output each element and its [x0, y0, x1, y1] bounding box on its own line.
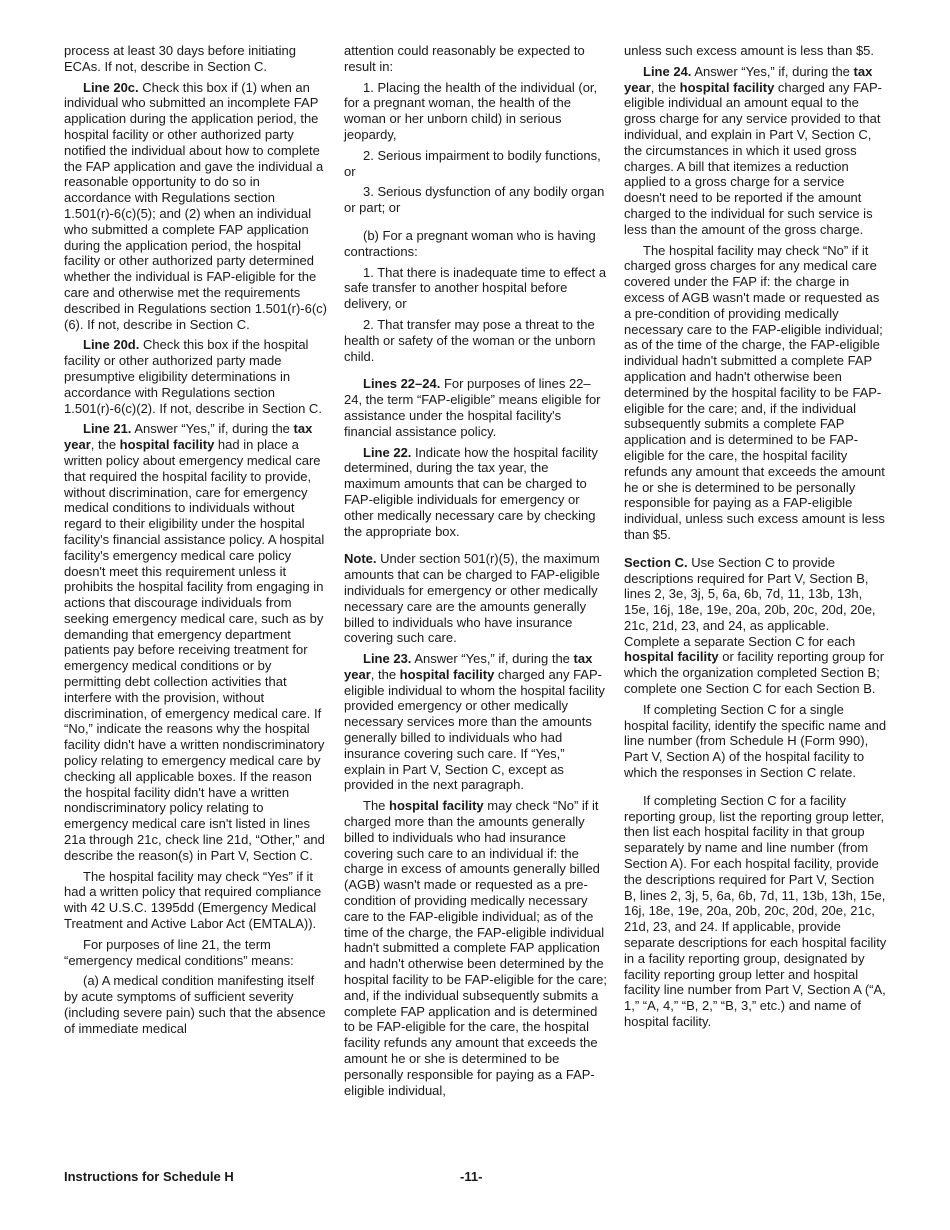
list-item: 2. Serious impairment to bodily functions, or	[344, 147, 601, 179]
line-22-paragraph: Line 22. Indicate how the hospital facility determined, during the tax year, the maximum amounts that can be charged to FAP-eligible individuals for emergency or other medically necessary care by checking the appropriate box.	[344, 444, 598, 539]
list-item: 2. That transfer may pose a threat to the health or safety of the woman or the unborn child.	[344, 316, 596, 364]
paragraph: (b) For a pregnant woman who is having contractions:	[344, 227, 596, 259]
page-number: -11-	[460, 1169, 483, 1184]
line-20c-paragraph: Line 20c. Check this box if (1) when an individual who submitted an incomplete FAP application during the application period, the hospital facility or other authorized party notified the individual about how to complete the FAP application and gave the individual a reasonable opportunity to do so in accordance with Regulations section 1.501(r)-6(c)(5); and (2) when an individual who submitted a complete FAP application during the application period, the hospital facility or other authorized party determined whether the individual is FAP-eligible for the care and otherwise met the requirements described in Regulations section 1.501(r)-6(c)(6). If not, describe in Section C.	[64, 79, 328, 332]
paragraph: process at least 30 days before initiating ECAs. If not, describe in Section C.	[64, 43, 296, 74]
list-item: 1. Placing the health of the individual (or, for a pregnant woman, the health of the woman or her unborn child) in serious jeopardy,	[344, 79, 598, 142]
paragraph: attention could reasonably be expected to result in:	[344, 43, 585, 74]
paragraph: If completing Section C for a single hospital facility, identify the specific name and line number (from Schedule H (Form 990), Part V, Section A) of the hospital facility to which the responses in Section C relate.	[624, 701, 887, 781]
line-20d-paragraph: Line 20d. Check this box if the hospital facility or other authorized party made presumptive eligibility determinations in accordance with Regulations section 1.501(r)-6(c)(2). If not, describe in Section C.	[64, 337, 322, 416]
paragraph: If completing Section C for a facility reporting group, list the reporting group letter, then list each hospital facility in that group separately by name and line number (from Section A). For each hospital facility, provide the descriptions required for Part V, Section B, lines 2, 3j, 5, 6a, 6b, 7d, 11, 13b, 13h, 15e, 16j, 18e, 19e, 20a, 20b, 20c, 20d, 20e, 21c, 21d, 23, and 24. If applicable, provide separate descriptions for each hospital facility in a facility reporting group, designated by facility reporting group letter and hospital facility line number from Part V, Section A (“A, 1,” “A, 4,” “B, 2,” “B, 3,” etc.) and name of hospital facility.	[624, 792, 887, 1030]
footer-title: Instructions for Schedule H	[64, 1169, 234, 1184]
paragraph: The hospital facility may check “No” if it charged gross charges for any medical care covered under the FAP if: the charge in excess of AGB wasn't made or requested as a pre-condition of providing medically necessary care to the FAP-eligible individual; as of the time of the charge, the FAP-eligible individual hadn't submitted a complete FAP application and hadn't otherwise been determined by the hospital facility to be FAP-eligible for the care; and, if the individual subsequently submits a complete FAP application and is determined to be FAP-eligible for the care, the hospital facility refunds any amount that exceeds the amount he or she is determined to be personally responsible for paying as a FAP-eligible individual, unless such excess amount is less than $5.	[624, 242, 885, 542]
section-c-paragraph: Section C. Use Section C to provide descriptions required for Part V, Section B, lines 2, 3e, 3j, 5, 6a, 6b, 7d, 11, 13b, 13h, 15e, 16j, 18e, 19e, 20a, 20b, 20c, 20d, 20e, 21c, 21d, 23, and 24, as applicable. Complete a separate Section C for each hospital facility or facility reporting group for which the organization completed Section B; complete one Section C for each Section B.	[624, 554, 885, 697]
line-21-paragraph: Line 21. Answer “Yes,” if, during the tax year, the hospital facility had in place a written policy about emergency medical care that required the hospital facility to provide, without discrimination, care for emergency medical conditions to individuals without regard to their eligibility under the hospital facility's financial assistance policy. A hospital facility's emergency medical care policy doesn't meet this requirement unless it prohibits the hospital facility from engaging in actions that discourage individuals from seeking emergency medical care, such as by demanding that emergency department patients pay before receiving treatment for emergency medical conditions or by permitting debt collection activities that interfere with the provision, without discrimination, of emergency medical care. If “No,” indicate the reasons why the hospital facility didn't have a written nondiscriminatory policy relating to emergency medical care by checking all applicable boxes. If the reason the hospital facility didn't have a written nondiscriminatory policy relating to emergency medical care isn't listed in lines 21a through 21c, check line 21d, “Other,” and describe the reason(s) in Part V, Section C.	[64, 421, 325, 863]
text-column-3	[624, 43, 888, 1035]
list-item: 1. That there is inadequate time to effect a safe transfer to another hospital before delivery, or	[344, 264, 607, 312]
line-23-paragraph: Line 23. Answer “Yes,” if, during the tax year, the hospital facility charged any FAP-eligible individual to whom the hospital facility provided emergency or other medically necessary services more than the amounts generally billed to individuals who had insurance covering such care. If “Yes,” explain in Part V, Section C, except as provided in the next paragraph.	[344, 651, 605, 793]
list-item: 3. Serious dysfunction of any bodily organ or part; or	[344, 184, 605, 216]
paragraph: unless such excess amount is less than $5.	[624, 43, 875, 58]
line-24-paragraph: Line 24. Answer “Yes,” if, during the tax year, the hospital facility charged any FAP-eligible individual an amount equal to the gross charge for any service provided to that individual, and explain in Part V, Section C, the circumstances in which it used gross charges. A bill that itemizes a reduction applied to a gross charge for a service doesn't need to be reported if the amount charged to the individual for such service is less than the amount of the gross charge.	[624, 63, 882, 237]
page-footer	[64, 1169, 886, 1189]
note-paragraph: Note. Under section 501(r)(5), the maximum amounts that can be charged to FAP-eligible individuals for emergency or other medically necessary care are the amounts generally billed to individuals who have insurance covering such care.	[344, 551, 600, 646]
text-column-1	[64, 43, 328, 1042]
paragraph: The hospital facility may check “Yes” if it had a written policy that required compliance with 42 U.S.C. 1395dd (Emergency Medical Treatment and Active Labor Act (EMTALA)).	[64, 868, 322, 932]
lines-22-24-paragraph: Lines 22–24. For purposes of lines 22–24, the term “FAP-eligible” means eligible for assistance under the hospital facility's financial assistance policy.	[344, 376, 601, 439]
paragraph: For purposes of line 21, the term “emergency medical conditions” means:	[64, 936, 294, 968]
paragraph: (a) A medical condition manifesting itself by acute symptoms of sufficient severity (including severe pain) such that the absence of immediate medical	[64, 973, 326, 1036]
text-column-2	[344, 43, 608, 1103]
paragraph: The hospital facility may check “No” if it charged more than the amounts generally billed to individuals who had insurance covering such care to an individual if: the charge in excess of amounts generally billed (AGB) wasn't made or requested as a pre-condition of providing medically necessary care to the FAP-eligible individual; as of the time of the charge, the FAP-eligible individual hadn't submitted a complete FAP application and hadn't otherwise been determined by the hospital facility to be FAP-eligible for the care; and, if the individual subsequently submits a complete FAP application and is determined to be FAP-eligible for the care, the hospital facility refunds any amount that exceeds the amount he or she is determined to be personally responsible for paying as a FAP-eligible individual,	[344, 798, 608, 1098]
